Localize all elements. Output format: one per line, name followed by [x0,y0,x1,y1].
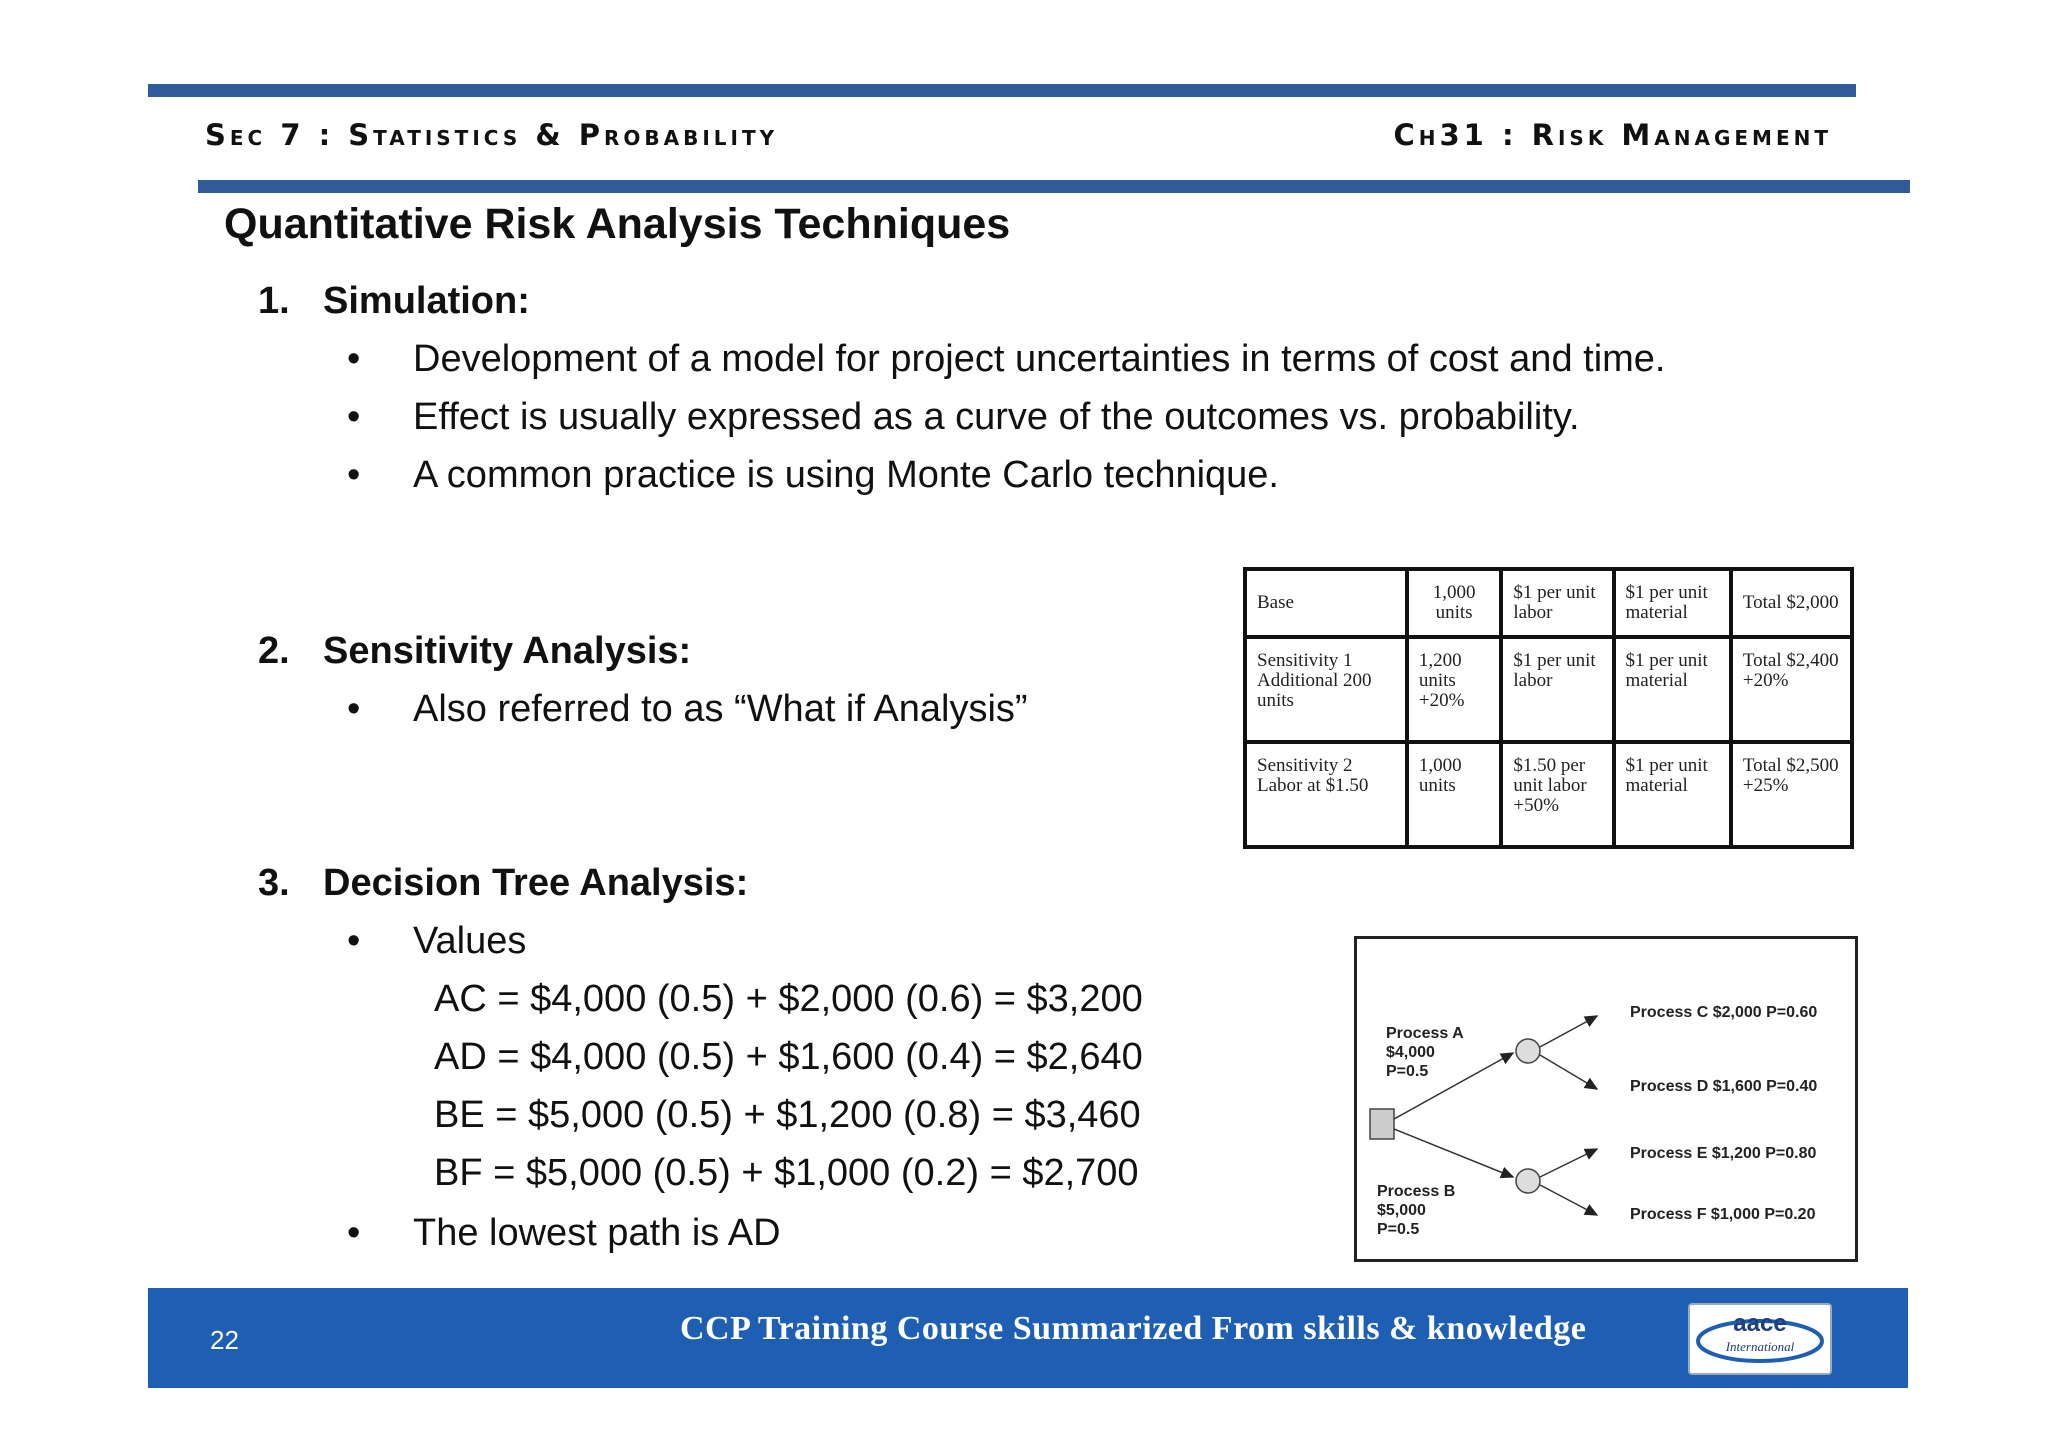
table-row [1245,637,1852,742]
bullet-item: • The lowest path is AD [347,1212,781,1254]
table-cell: Total $2,500 +25% [1731,742,1852,847]
process-a-label: Process A $4,000 P=0.5 [1386,1025,1464,1080]
table-cell: $1 per unit labor [1501,569,1613,637]
table-cell: Sensitivity 2 Labor at $1.50 [1245,742,1407,847]
branch-c-line [1540,1016,1597,1047]
table-cell: Total $2,400 +20% [1731,637,1852,742]
branch-d-line [1540,1055,1597,1089]
page-number: 22 [210,1325,239,1355]
table-cell: $1 per unit material [1614,569,1731,637]
table-cell: Base [1245,569,1407,637]
table-cell: $1 per unit material [1614,742,1731,847]
section-3-heading [258,862,748,905]
equation-line: BE = $5,000 (0.5) + $1,200 (0.8) = $3,460 [434,1094,1141,1136]
table-cell: Total $2,000 [1731,569,1852,637]
chance-node-a-icon [1516,1039,1540,1063]
svg-text:aace: aace [1733,1310,1787,1337]
branch-e-line [1540,1149,1597,1177]
bullet-item: • Values [347,920,527,962]
equation-line: AC = $4,000 (0.5) + $2,000 (0.6) = $3,200 [434,978,1143,1020]
aace-logo [1688,1303,1832,1375]
bullet-icon: • [347,1212,361,1254]
table-cell: 1,000 units [1407,569,1502,637]
branch-f-line [1540,1185,1597,1215]
outcome-label: Process D $1,600 P=0.40 [1630,1078,1818,1095]
section-2-heading [258,630,691,673]
slide-title: Quantitative Risk Analysis Techniques [224,200,1011,248]
equation-line: BF = $5,000 (0.5) + $1,000 (0.2) = $2,700 [434,1152,1139,1194]
section-number: 1. [258,280,290,322]
table-row [1245,742,1852,847]
bullet-icon: • [347,338,361,380]
decision-tree-diagram [1354,936,1858,1262]
chance-node-b-icon [1516,1169,1540,1193]
table-row [1245,569,1852,637]
branch-b-line [1394,1129,1513,1177]
table-cell: 1,200 units +20% [1407,637,1502,742]
header-bottom-bar [198,180,1910,193]
sensitivity-table [1243,567,1854,849]
section-title: Decision Tree Analysis: [323,862,749,904]
aace-logo-icon [1690,1305,1830,1373]
bullet-icon: • [347,688,361,730]
outcome-label: Process E $1,200 P=0.80 [1630,1145,1817,1162]
process-b-label: Process B $5,000 P=0.5 [1377,1183,1456,1238]
bullet-icon: • [347,396,361,438]
section-number: 3. [258,862,290,904]
header-top-bar [148,84,1856,97]
bullet-item: • Also referred to as “What if Analysis” [347,688,1028,730]
section-1-heading [258,280,530,323]
bullet-item: • A common practice is using Monte Carlo technique. [347,454,1279,496]
section-header: Sec 7 : Statistics & Probability [205,118,779,152]
decision-node-icon [1370,1109,1394,1139]
table-cell: $1 per unit labor [1501,637,1613,742]
svg-text:International: International [1725,1339,1795,1354]
bullet-item: • Effect is usually expressed as a curve of the outcomes vs. probability. [347,396,1580,438]
bullet-icon: • [347,454,361,496]
section-number: 2. [258,630,290,672]
table-cell: 1,000 units [1407,742,1502,847]
bullet-icon: • [347,920,361,962]
table-cell: $1 per unit material [1614,637,1731,742]
section-title: Sensitivity Analysis: [323,630,692,672]
footer-text: CCP Training Course Summarized From skills & knowledge [680,1310,1587,1347]
section-title: Simulation: [323,280,530,322]
bullet-item: • Development of a model for project uncertainties in terms of cost and time. [347,338,1666,380]
table-cell: $1.50 per unit labor +50% [1501,742,1613,847]
outcome-label: Process F $1,000 P=0.20 [1630,1206,1816,1223]
table-cell: Sensitivity 1 Additional 200 units [1245,637,1407,742]
equation-line: AD = $4,000 (0.5) + $1,600 (0.4) = $2,640 [434,1036,1143,1078]
chapter-header: Ch31 : Risk Management [1393,118,1832,152]
outcome-label: Process C $2,000 P=0.60 [1630,1004,1818,1021]
